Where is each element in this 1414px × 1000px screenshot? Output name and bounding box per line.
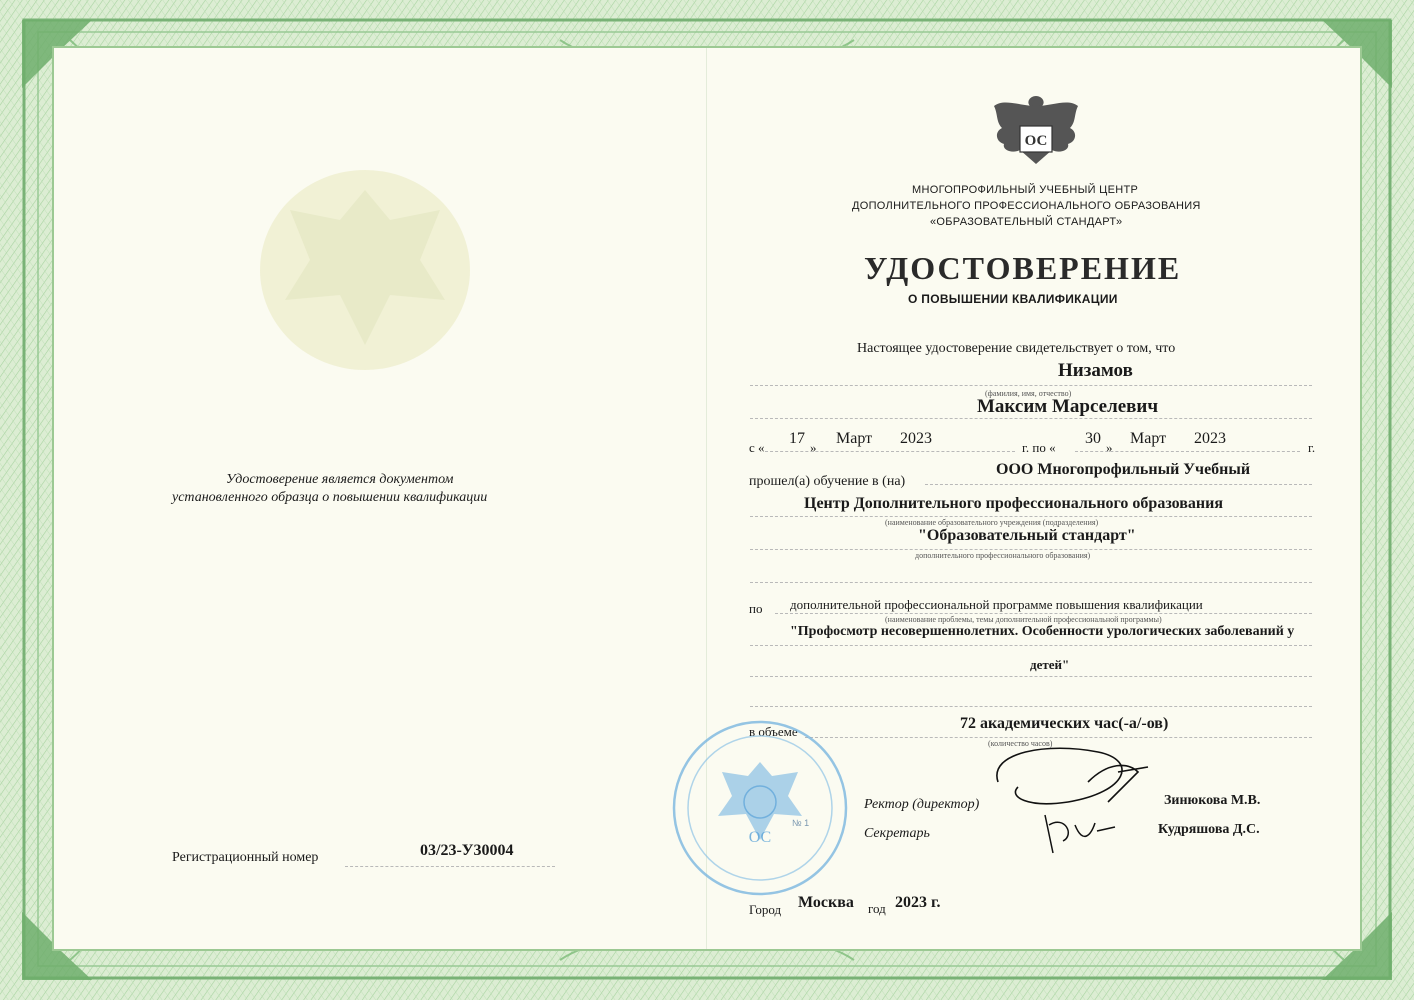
program-caption: (наименование проблемы, темы дополнительной профессиональной программы) [885, 615, 1162, 624]
program-title-underline-2 [750, 676, 1312, 677]
volume-caption: (количество часов) [988, 739, 1053, 748]
registration-number: 03/23-У30004 [420, 842, 514, 859]
from-year: 2023 [900, 430, 932, 447]
volume-underline [805, 737, 1312, 738]
official-stamp [668, 716, 852, 900]
note-line-2: установленного образца о повышении квалификации [172, 490, 488, 505]
to-day: 30 [1085, 430, 1101, 447]
to-underline [1075, 451, 1300, 452]
volume-value: 72 академических час(-а/-ов) [960, 715, 1169, 732]
registration-underline [345, 866, 555, 867]
institution-line-1: ООО Многопрофильный Учебный [996, 461, 1251, 478]
from-month: Март [836, 430, 873, 447]
program-type: дополнительной профессиональной программе повышения квалификации [790, 597, 1203, 612]
svg-text:ОС: ОС [748, 829, 772, 846]
intro-text: Настоящее удостоверение свидетельствует о том, что [857, 341, 1176, 356]
trained-label: прошел(а) обучение в (на) [749, 474, 906, 489]
registration-label: Регистрационный номер [172, 850, 319, 865]
program-title-line-1: "Профосмотр несовершеннолетних. Особенности урологических заболеваний у [790, 624, 1295, 639]
surname-underline [750, 385, 1312, 386]
to-quote: » [1106, 440, 1113, 455]
from-day: 17 [789, 430, 805, 447]
institution-line-3: "Образовательный стандарт" [918, 527, 1136, 544]
given-names-underline [750, 418, 1312, 419]
program-title-line-2: детей" [1030, 657, 1070, 672]
rector-name: Зинюкова М.В. [1164, 793, 1261, 808]
name-caption: (фамилия, имя, отчество) [985, 389, 1072, 398]
given-names: Максим Марселевич [977, 396, 1159, 417]
svg-text:ОС: ОС [1024, 133, 1048, 149]
org-line-3: «ОБРАЗОВАТЕЛЬНЫЙ СТАНДАРТ» [930, 216, 1123, 228]
city-label: Город [749, 902, 782, 917]
institution-underline-3 [750, 549, 1312, 550]
certificate-title: УДОСТОВЕРЕНИЕ [864, 250, 1182, 286]
year-value: 2023 г. [895, 894, 941, 911]
org-line-1: МНОГОПРОФИЛЬНЫЙ УЧЕБНЫЙ ЦЕНТР [912, 184, 1139, 196]
program-title-underline-3 [750, 706, 1312, 707]
to-year: 2023 [1194, 430, 1226, 447]
city-value: Москва [798, 894, 854, 911]
from-quote: » [810, 440, 817, 455]
program-underline [775, 613, 1312, 614]
to-month: Март [1130, 430, 1167, 447]
secretary-label: Секретарь [864, 826, 930, 841]
year-suffix: г. [1308, 440, 1316, 455]
from-underline [765, 451, 1015, 452]
certificate-subtitle: О ПОВЫШЕНИИ КВАЛИФИКАЦИИ [908, 292, 1118, 306]
surname: Низамов [1058, 360, 1133, 381]
institution-underline-2 [750, 516, 1312, 517]
year-label: год [868, 901, 886, 916]
institution-underline-1 [925, 484, 1312, 485]
volume-label: в объеме [749, 724, 798, 739]
secretary-signature [1035, 805, 1125, 865]
program-title-underline-1 [750, 645, 1312, 646]
to-prefix: г. по « [1022, 440, 1056, 455]
institution-line-2: Центр Дополнительного профессионального образования [804, 495, 1223, 512]
rector-label: Ректор (директор) [864, 797, 980, 812]
program-label: по [749, 601, 763, 616]
watermark-eagle-icon [250, 150, 480, 380]
institution-caption-2: дополнительного профессионального образования) [915, 551, 1091, 560]
org-line-2: ДОПОЛНИТЕЛЬНОГО ПРОФЕССИОНАЛЬНОГО ОБРАЗОВАНИЯ [852, 200, 1201, 212]
note-line-1: Удостоверение является документом [226, 472, 454, 487]
secretary-name: Кудряшова Д.С. [1158, 822, 1260, 837]
eagle-emblem-icon [990, 92, 1082, 170]
from-prefix: с « [749, 440, 765, 455]
svg-text:№ 1: № 1 [792, 818, 810, 828]
blank-underline [750, 582, 1312, 583]
institution-caption: (наименование образовательного учреждения (подразделения) [885, 518, 1099, 527]
